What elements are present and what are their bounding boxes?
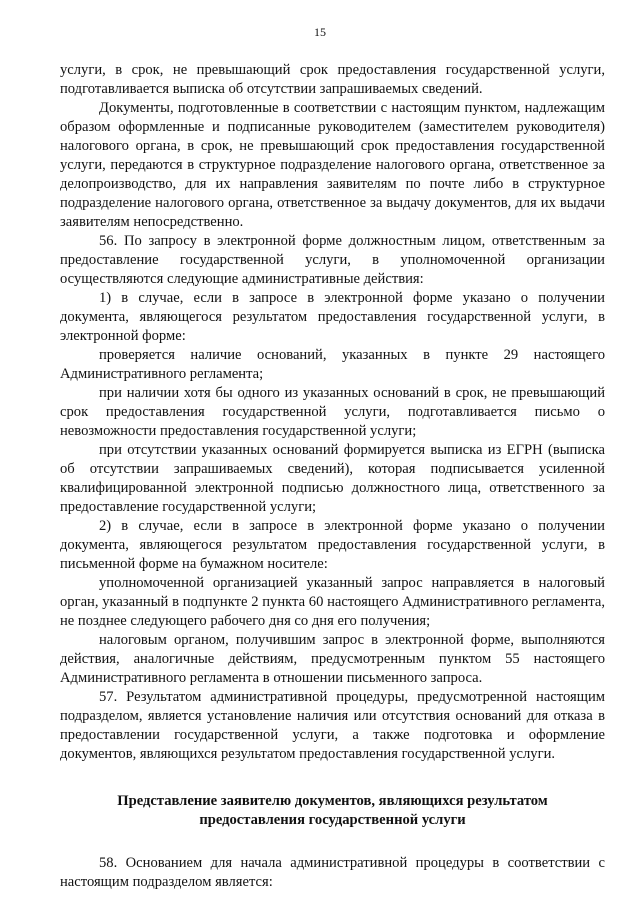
paragraph-documents-prepared: Документы, подготовленные в соответствии с настоящим пунктом, надлежащим образом оформленные и подписанные руководителем (заместителем руководителя) налогового органа, в срок, не превышающий срок предоставления государственной услуги, передаются в структурное подразделение налогового органа, ответственное за делопроизводство, для их направления заявителям по почте либо в структурное подразделение налогового органа, ответственное за выдачу документов, для их выдачи заявителям непосредственно. <box>60 100 605 230</box>
paragraph-56: 56. По запросу в электронной форме должностным лицом, ответственным за предоставление государственной услуги, в уполномоченной организации осуществляются следующие административные действия: <box>60 233 605 287</box>
paragraph-56-item-2-forward: уполномоченной организацией указанный запрос направляется в налоговый орган, указанный в подпункте 2 пункта 60 настоящего Административного регламента, не позднее следующего рабочего дня со дня его получения; <box>60 575 605 629</box>
paragraph-57: 57. Результатом административной процедуры, предусмотренной настоящим подразделом, является установление наличия или отсутствия оснований для отказа в предоставлении государственной услуги, а также подготовка и оформление документов, являющихся результатом предоставления государственной услуги. <box>60 689 605 762</box>
paragraph-56-item-1-check: проверяется наличие оснований, указанных в пункте 29 настоящего Административного регламента; <box>60 347 605 382</box>
paragraph-56-item-2-tax-office: налоговым органом, получившим запрос в электронной форме, выполняются действия, аналогичные действиям, предусмотренным пунктом 55 настоящего Административного регламента в отношении письменного запроса. <box>60 632 605 686</box>
paragraph-continuation: услуги, в срок, не превышающий срок предоставления государственной услуги, подготавливается выписка об отсутствии запрашиваемых сведений. <box>60 62 605 97</box>
paragraph-56-item-1-refusal: при наличии хотя бы одного из указанных оснований в срок, не превышающий срок предоставления государственной услуги, подготавливается письмо о невозможности предоставления государственной услуги; <box>60 385 605 439</box>
paragraph-58: 58. Основанием для начала административной процедуры в соответствии с настоящим подразделом является: <box>60 855 605 890</box>
section-heading: Представление заявителю документов, являющихся результатом предоставления государственной услуги <box>117 793 548 828</box>
page-number: 15 <box>314 25 326 39</box>
paragraph-56-item-1: 1) в случае, если в запросе в электронной форме указано о получении документа, являющегося результатом предоставления государственной услуги, в электронной форме: <box>60 290 605 344</box>
paragraph-56-item-1-extract: при отсутствии указанных оснований формируется выписка из ЕГРН (выписка об отсутствии запрашиваемых сведений), которая подписывается усиленной квалифицированной электронной подписью должностного лица, ответственного за предоставление государственной услуги; <box>60 442 605 515</box>
paragraph-56-item-2: 2) в случае, если в запросе в электронной форме указано о получении документа, являющегося результатом предоставления государственной услуги, в письменной форме на бумажном носителе: <box>60 518 605 572</box>
document-body <box>60 61 605 892</box>
